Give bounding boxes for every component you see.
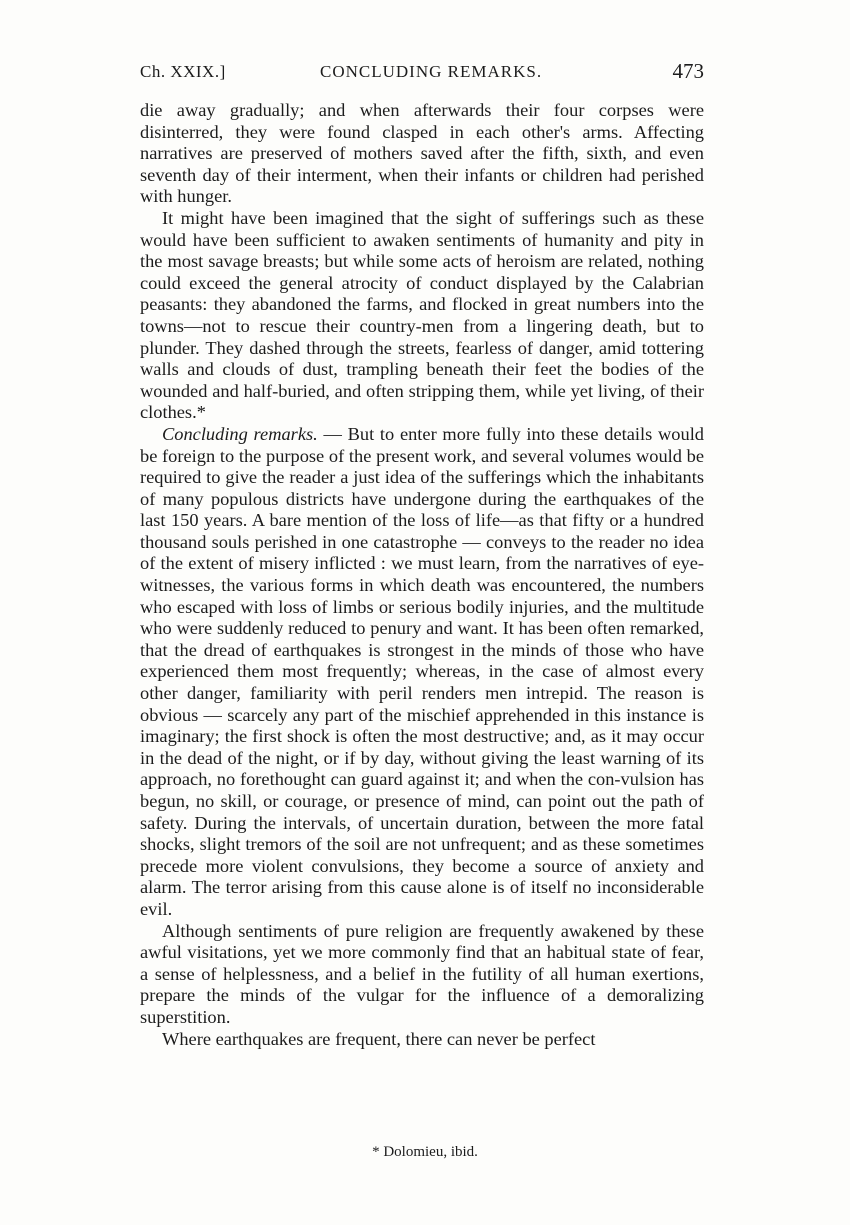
paragraph-5: Where earthquakes are frequent, there can never be perfect [162,1028,596,1049]
chapter-label: Ch. XXIX.] [140,62,226,81]
body-text [140,100,704,1050]
paragraph-3-text: — But to enter more fully into these details would be foreign to the purpose of the present work, and several volumes would be required to give the reader a just idea of the sufferings which the inhabitants of many populous districts have undergone during the earthquakes of the last 150 years. A bare mention of the loss of life—as that fifty or a hundred thousand souls perished in one catastrophe — conveys to the reader no idea of the extent of misery inflicted : we must learn, from the narratives of eye-witnesses, the various forms in which death was encountered, the numbers who escaped with loss of limbs or serious bodily injuries, and the multitude who were suddenly reduced to penury and want. It has been often remarked, that the dread of earthquakes is strongest in the minds of those who have experienced them most frequently; whereas, in the case of almost every other danger, familiarity with peril renders men intrepid. The reason is obvious — scarcely any part of the mischief apprehended in this instance is imaginary; the first shock is often the most destructive; and, as it may occur in the dead of the night, or if by day, without giving the least warning of its approach, no forethought can guard against it; and when the con-vulsion has begun, no skill, or courage, or presence of mind, can point out the path of safety. During the intervals, of uncertain duration, between the more fatal shocks, slight tremors of the soil are not unfrequent; and as these sometimes precede more violent convulsions, they become a source of anxiety and alarm. The terror arising from this cause alone is of itself no inconsiderable evil. [140,423,704,919]
paragraph-3 [140,424,704,921]
paragraph-2: It might have been imagined that the sight of sufferings such as these would have been sufficient to awaken sentiments of humanity and pity in the most savage breasts; but while some acts of heroism are related, nothing could exceed the general atrocity of conduct displayed by the Calabrian peasants: they abandoned the farms, and flocked in great numbers into the towns—not to rescue their country-men from a lingering death, but to plunder. They dashed through the streets, fearless of danger, amid tottering walls and clouds of dust, trampling beneath their feet the bodies of the wounded and half-buried, and often stripping them, while yet living, of their clothes.* [140,207,704,423]
running-header [140,59,704,92]
page-number: 473 [672,59,704,83]
paragraph-4: Although sentiments of pure religion are frequently awakened by these awful visitations, yet we more commonly find that an habitual state of fear, a sense of helplessness, and a belief in the futility of all human exertions, prepare the minds of the vulgar for the influence of a demoralizing superstition. [140,920,704,1027]
section-heading: Concluding remarks. [162,423,318,444]
footnote: * Dolomieu, ibid. [372,1144,478,1160]
paragraph-1: die away gradually; and when afterwards their four corpses were disinterred, they were found clasped in each other's arms. Affecting narratives are preserved of mothers saved after the fifth, sixth, and even seventh day of their interment, when their infants or children had perished with hunger. [140,100,704,207]
running-title: CONCLUDING REMARKS. [320,62,543,81]
